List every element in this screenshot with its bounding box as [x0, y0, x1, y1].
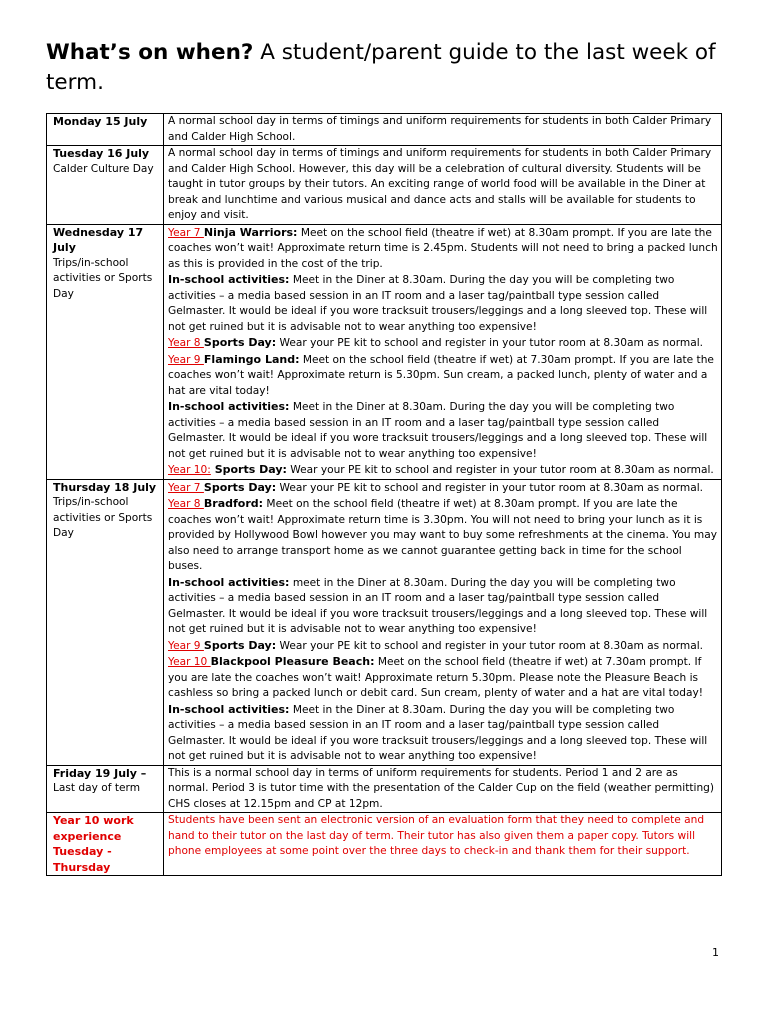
day-cell [47, 765, 164, 813]
table-row [47, 114, 722, 146]
day-title: Monday 15 July [53, 115, 148, 128]
activity-entry [168, 480, 718, 497]
page-title [46, 38, 726, 98]
table-row [47, 765, 722, 813]
day-title: Year 10 work experience Tuesday - Thursday [53, 814, 134, 874]
day-subtitle: Calder Culture Day [53, 162, 154, 175]
activity-text: Meet on the school field (theatre if wet) at 8.30am prompt. If you are late the coaches won’t wait! Approximate return time is 3.30pm. You will not need to bring your lunch as it is provided by Hollywood Bowl however you may want to buy some refreshments at the cinema. You may also need to arrange transport home as we cannot guarantee getting back in time for the school buses. [168, 498, 717, 572]
activity-label: Sports Day: [203, 638, 277, 652]
table-row [47, 224, 722, 479]
year-label: Year 8 [168, 498, 204, 510]
day-title: Friday 19 July – [53, 766, 147, 780]
activity-label: Sports Day: [210, 463, 287, 476]
day-subtitle: Trips/in-school activities or Sports Day [53, 256, 153, 300]
activity-entry [168, 225, 718, 273]
year-label: Year 10 [168, 656, 211, 668]
description-cell [164, 224, 722, 479]
activity-label: Ninja Warriors: [203, 225, 298, 239]
day-cell [47, 813, 164, 876]
day-cell [47, 224, 164, 479]
year-label: Year 9 [168, 353, 204, 366]
day-title: Thursday 18 July [53, 480, 157, 494]
year-label: Year 8 [168, 337, 204, 349]
activity-entry [168, 702, 718, 765]
day-title: Wednesday 17 July [53, 225, 144, 254]
activity-label: Flamingo Land: [203, 352, 300, 366]
description-cell [164, 146, 722, 225]
activity-entry [168, 638, 718, 655]
activity-label: Bradford: [203, 497, 264, 510]
activity-text: Wear your PE kit to school and register in your tutor room at 8.30am as normal. [276, 639, 704, 652]
activity-entry [168, 335, 718, 352]
activity-text: Meet on the school field (theatre if wet) at 8.30am prompt. If you are late the coaches won’t wait! Approximate return time is 2.45pm. Students will not need to bring a packed lunch as this is provided in the cost of the trip. [168, 226, 718, 270]
activity-label: In-school activities: [168, 575, 290, 589]
description-text: Students have been sent an electronic version of an evaluation form that they need to complete and hand to their tutor on the last day of term. Their tutor has also given them a paper copy. Tutors will phone employees at some point over the three days to check-in and thank them for their support. [168, 814, 705, 857]
page-number: 1 [712, 946, 719, 959]
activity-text: Meet on the school field (theatre if wet) at 7.30am prompt. If you are late the coaches won’t wait! Approximate return 5.30pm. Please note the Pleasure Beach is cashless so bring a packed lunch or debit card. Sun cream, plenty of water and a hat are vital today! [168, 656, 704, 699]
description-cell [164, 479, 722, 765]
activity-text: meet in the Diner at 8.30am. During the day you will be completing two activities – a media based session in an IT room and a laser tag/paintball type session called Gelmaster. It would be ideal if you wore tracksuit trousers/leggings and a long sleeved top. These will not get ruined but it is advisable not to wear anything too expensive! [168, 576, 708, 635]
day-title: Tuesday 16 July [53, 147, 150, 160]
activity-text: Meet on the school field (theatre if wet) at 7.30am prompt. If you are late the coaches won’t wait! Approximate return is 5.30pm. Sun cream, a packed lunch, plenty of water and a hat are vital today! [168, 353, 714, 397]
activity-entry [168, 654, 718, 702]
description-text: This is a normal school day in terms of uniform requirements for students. Period 1 and 2 are as normal. Period 3 is tutor time with the presentation of the Calder Cup on the field (weather permitting) CHS closes at 12.15pm and CP at 12pm. [168, 766, 715, 810]
activity-label: In-school activities: [168, 702, 290, 716]
description-cell [164, 114, 722, 146]
year-label: Year 9 [168, 639, 204, 652]
description-text: A normal school day in terms of timings and uniform requirements for students in both Calder Primary and Calder High School. [168, 115, 712, 143]
activity-entry [168, 462, 718, 479]
activity-label: In-school activities: [168, 273, 290, 286]
activity-text: Wear your PE kit to school and register in your tutor room at 8.30am as normal. [276, 481, 704, 494]
activity-text: Wear your PE kit to school and register in your tutor room at 8.30am as normal. [286, 464, 714, 476]
activity-label: Blackpool Pleasure Beach: [210, 655, 375, 668]
activity-label: In-school activities: [168, 400, 290, 413]
activity-label: Sports Day: [203, 480, 277, 494]
activity-text: Wear your PE kit to school and register in your tutor room at 8.30am as normal. [276, 337, 704, 349]
description-cell [164, 765, 722, 813]
table-row [47, 813, 722, 876]
year-label: Year 7 [168, 226, 204, 239]
activity-entry [168, 399, 718, 462]
description-text: A normal school day in terms of timings and uniform requirements for students in both Calder Primary and Calder High School. However, this day will be a celebration of cultural diversity. Students will be taught in tutor groups by their tutors. An exciting range of world food will be available in the Diner at break and lunchtime and various musical and dance acts and stalls will be available for students to enjoy and visit. [168, 147, 712, 221]
day-subtitle: Trips/in-school activities or Sports Day [53, 496, 153, 539]
table-row [47, 479, 722, 765]
year-label: Year 10: [168, 464, 211, 476]
page-title-bold: What’s on when? [46, 40, 254, 65]
activity-label: Sports Day: [203, 336, 277, 349]
activity-text: Meet in the Diner at 8.30am. During the day you will be completing two activities – a media based session in an IT room and a laser tag/paintball type session called Gelmaster. It would be ideal if you wore tracksuit trousers/leggings and a long sleeved top. These will not get ruined but it is advisable not to wear anything too expensive! [168, 703, 708, 762]
page-title-rest: A student/parent guide to the last week of term. [46, 40, 716, 95]
activity-entry [168, 496, 718, 575]
day-subtitle: Last day of term [53, 782, 141, 794]
table-row [47, 146, 722, 225]
day-cell [47, 146, 164, 225]
activity-entry [168, 352, 718, 400]
day-cell [47, 479, 164, 765]
description-cell [164, 813, 722, 876]
activity-text: Meet in the Diner at 8.30am. During the day you will be completing two activities – a media based session in an IT room and a laser tag/paintball type session called Gelmaster. It would be ideal if you wore tracksuit trousers/leggings and a long sleeved top. These will not get ruined but it is advisable not to wear anything too expensive! [168, 401, 708, 460]
day-cell [47, 114, 164, 146]
activity-entry [168, 272, 718, 335]
schedule-table [46, 113, 722, 876]
activity-text: Meet in the Diner at 8.30am. During the day you will be completing two activities – a media based session in an IT room and a laser tag/paintball type session called Gelmaster. It would be ideal if you wore tracksuit trousers/leggings and a long sleeved top. These will not get ruined but it is advisable not to wear anything too expensive! [168, 274, 708, 333]
year-label: Year 7 [168, 481, 204, 494]
activity-entry [168, 575, 718, 638]
